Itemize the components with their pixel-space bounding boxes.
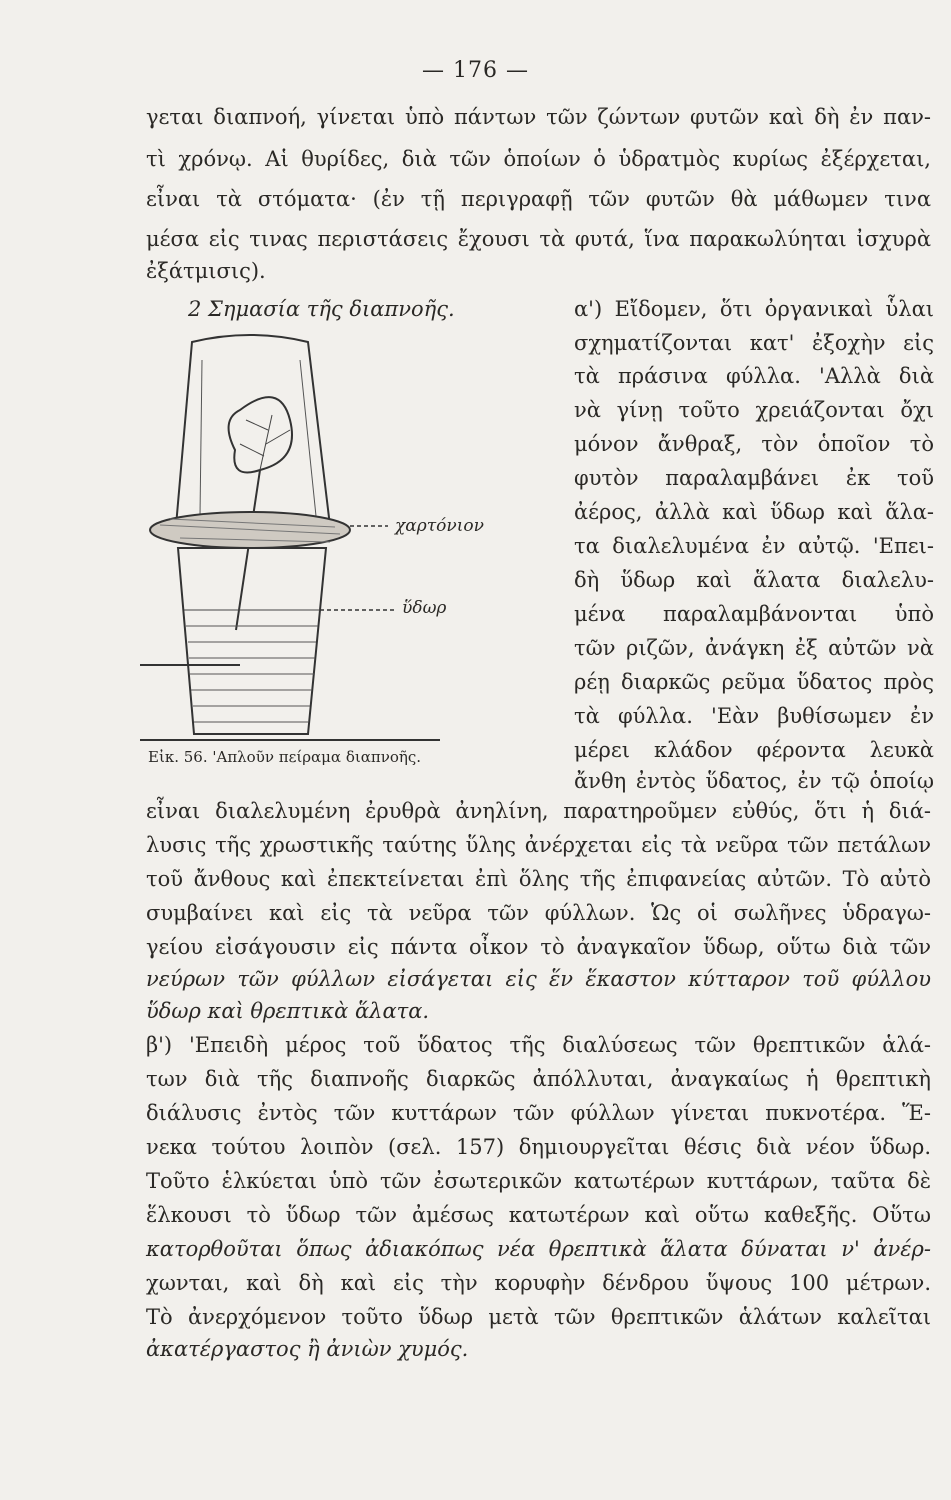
experiment-figure [140, 320, 565, 760]
text-line: Τοῦτο ἑλκύεται ὑπὸ τῶν ἐσωτερικῶν κατωτέρων κυττάρων, ταῦτα δὲ [146, 1169, 931, 1193]
glass-leaf-illustration [140, 320, 565, 760]
text-line: τὰ πράσινα φύλλα. 'Αλλὰ διὰ [574, 364, 934, 388]
text-line: ἄνθη ἐντὸς ὕδατος, ἐν τῷ ὁποίῳ [574, 769, 934, 793]
text-line: μόνον ἄνθραξ, τὸν ὁποῖον τὸ [574, 432, 934, 456]
text-line: ἀέρος, ἀλλὰ καὶ ὕδωρ καὶ ἅλα- [574, 500, 934, 524]
text-line: τοῦ ἄνθους καὶ ἐπεκτείνεται ἐπὶ ὅλης τῆς ἐπιφανείας αὐτῶν. Τὸ αὐτὸ [146, 867, 931, 891]
text-line: Τὸ ἀνερχόμενον τοῦτο ὕδωρ μετὰ τῶν θρεπτικῶν ἁλάτων καλεῖται [146, 1305, 931, 1329]
text-line: σχηματίζονται κατ' ἐξοχὴν εἰς [574, 331, 934, 355]
text-line: λυσις τῆς χρωστικῆς ταύτης ὕλης ἀνέρχεται εἰς τὰ νεῦρα τῶν πετάλων [146, 833, 931, 857]
text-line: β') 'Επειδὴ μέρος τοῦ ὕδατος τῆς διαλύσεως τῶν θρεπτικῶν ἁλά- [146, 1033, 931, 1057]
section-heading: 2 Σημασία τῆς διαπνοῆς. [188, 297, 455, 321]
text-line: γείου εἰσάγουσιν εἰς πάντα οἶκον τὸ ἀναγκαῖον ὕδωρ, οὕτω διὰ τῶν [146, 935, 931, 959]
text-line: ἀκατέργαστος ἢ ἀνιὼν χυμός. [146, 1337, 469, 1361]
text-line: ἐξάτμισις). [146, 259, 266, 283]
text-line: τὰ φύλλα. 'Εὰν βυθίσωμεν ἐν [574, 704, 934, 728]
text-line: δὴ ὕδωρ καὶ ἅλατα διαλελυ- [574, 568, 934, 592]
text-line: τῶν ριζῶν, ἀνάγκη ἐξ αὐτῶν νὰ [574, 636, 934, 660]
text-line: νεκα τούτου λοιπὸν (σελ. 157) δημιουργεῖται θέσις διὰ νέον ὕδωρ. [146, 1135, 931, 1159]
text-line: μένα παραλαμβάνονται ὑπὸ [574, 602, 934, 626]
text-line: χωνται, καὶ δὴ καὶ εἰς τὴν κορυφὴν δένδρου ὕψους 100 μέτρων. [146, 1271, 931, 1295]
section-lead: α') Εἴδομεν, ὅτι ὀργανικαὶ ὗλαι [574, 297, 934, 321]
text-line: τα διαλελυμένα ἐν αὐτῷ. 'Επει- [574, 534, 934, 558]
text-line: ὕδωρ καὶ θρεπτικὰ ἅλατα. [146, 999, 430, 1023]
text-line: φυτὸν παραλαμβάνει ἐκ τοῦ [574, 466, 934, 490]
text-line: διάλυσις ἐντὸς τῶν κυττάρων τῶν φύλλων γίνεται πυκνοτέρα. Ἕ- [146, 1101, 931, 1125]
page-number: — 176 — [422, 58, 529, 83]
text-line: γεται διαπνοή, γίνεται ὑπὸ πάντων τῶν ζώντων φυτῶν καὶ δὴ ἐν παν- [146, 105, 931, 129]
label-water: ὕδωρ [402, 598, 447, 618]
text-line: συμβαίνει καὶ εἰς τὰ νεῦρα τῶν φύλλων. Ὡς οἱ σωλῆνες ὑδραγω- [146, 901, 931, 925]
text-line: νεύρων τῶν φύλλων εἰσάγεται εἰς ἕν ἕκαστον κύτταρον τοῦ φύλλου [146, 967, 931, 991]
text-line: εἶναι τὰ στόματα· (ἐν τῇ περιγραφῇ τῶν φυτῶν θὰ μάθωμεν τινα [146, 187, 931, 211]
text-line: μέρει κλάδον φέροντα λευκὰ [574, 738, 934, 762]
text-line: εἶναι διαλελυμένη ἐρυθρὰ ἀνηλίνη, παρατηροῦμεν εὐθύς, ὅτι ἡ διά- [146, 799, 931, 823]
text-line: ρέῃ διαρκῶς ρεῦμα ὕδατος πρὸς [574, 670, 934, 694]
text-line: νὰ γίνῃ τοῦτο χρειάζονται ὄχι [574, 398, 934, 422]
text-line: κατορθοῦται ὅπως ἀδιακόπως νέα θρεπτικὰ ἅλατα δύναται ν' ἀνέρ- [146, 1237, 931, 1261]
text-line: τὶ χρόνῳ. Αἱ θυρίδες, διὰ τῶν ὁποίων ὁ ὑδρατμὸς κυρίως ἐξέρχεται, [146, 147, 931, 171]
text-line: μέσα εἰς τινας περιστάσεις ἔχουσι τὰ φυτά, ἵνα παρακωλύηται ἰσχυρὰ [146, 227, 931, 251]
text-line: των διὰ τῆς διαπνοῆς διαρκῶς ἀπόλλυται, ἀναγκαίως ἡ θρεπτικὴ [146, 1067, 931, 1091]
figure-caption: Εἰκ. 56. 'Απλοῦν πείραμα διαπνοῆς. [148, 748, 422, 766]
label-cardboard: χαρτόνιον [395, 516, 484, 536]
text-line: ἕλκουσι τὸ ὕδωρ τῶν ἀμέσως κατωτέρων καὶ οὕτω καθεξῆς. Οὕτω [146, 1203, 931, 1227]
